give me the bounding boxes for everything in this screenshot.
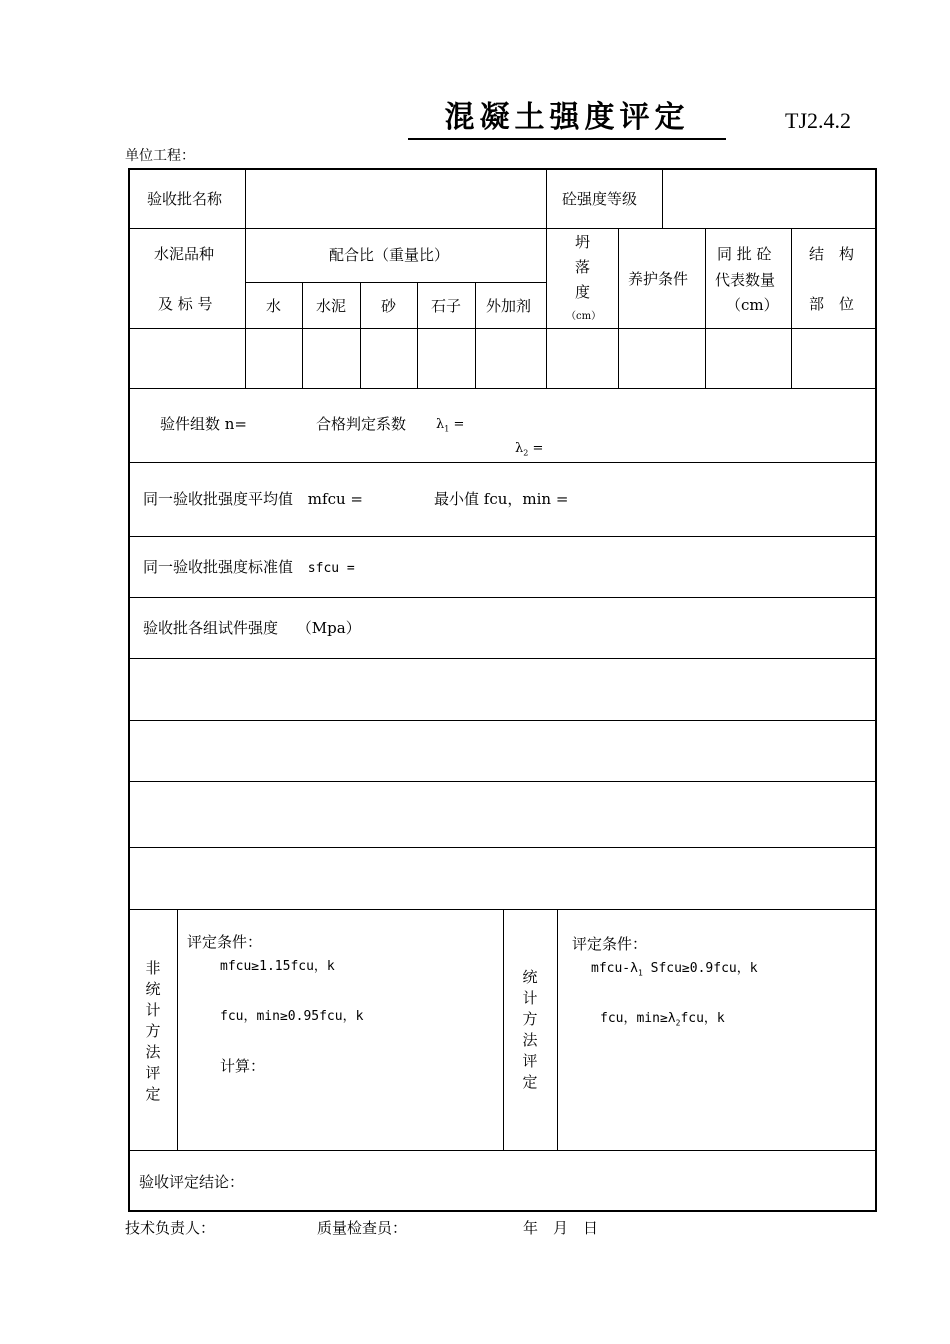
stat-formula-2-sub: 2	[675, 1018, 681, 1028]
concrete-grade-label: 砼强度等级	[562, 190, 638, 208]
lambda2-subscript: 2	[523, 448, 529, 458]
stat-formula-2-b: fcu，k	[680, 1011, 725, 1026]
lambda1-equals: =	[453, 417, 465, 432]
structure-label-1: 结 构	[809, 245, 855, 263]
row-divider	[130, 781, 875, 782]
non-stat-char: 计	[145, 1001, 161, 1019]
col-divider	[245, 170, 246, 388]
row-divider	[130, 388, 875, 389]
stat-vertical-label	[520, 967, 540, 1093]
std-strength-label	[143, 560, 355, 575]
col-divider	[791, 228, 792, 388]
min-strength-label: 最小值 fcu，min =	[434, 490, 569, 508]
row-divider	[245, 282, 546, 283]
lambda2-equals: =	[532, 441, 544, 456]
batch-name-label: 验收批名称	[147, 190, 223, 208]
tech-lead-label: 技术负责人：	[125, 1219, 216, 1237]
non-stat-char: 法	[145, 1043, 161, 1061]
mix-col-stone: 石子	[431, 297, 462, 315]
stat-formula-1	[591, 962, 758, 978]
col-divider	[546, 170, 547, 388]
row-divider	[130, 597, 875, 598]
col-divider	[557, 909, 558, 1150]
stat-criteria-label: 评定条件：	[572, 935, 648, 953]
mix-col-admixture: 外加剂	[486, 297, 532, 315]
date-label: 年 月 日	[523, 1219, 599, 1237]
stat-char: 定	[522, 1073, 538, 1091]
stat-formula-1-a: mfcu-λ	[591, 961, 638, 976]
page-title: 混凝土强度评定	[408, 98, 726, 140]
stat-formula-1-b: Sfcu≥0.9fcu，k	[642, 961, 758, 976]
slump-label-3: 度	[575, 283, 591, 301]
cement-grade-label: 及 标 号	[158, 295, 213, 313]
non-stat-formula-2: fcu，min≥0.95fcu，k	[220, 1009, 364, 1024]
row-divider	[130, 462, 875, 463]
row-divider	[130, 228, 875, 229]
lambda2-label	[515, 442, 543, 458]
std-strength-var: sfcu =	[307, 561, 355, 576]
non-stat-formula-1: mfcu≥1.15fcu，k	[220, 959, 335, 974]
cement-type-label: 水泥品种	[154, 245, 215, 263]
col-divider	[417, 282, 418, 388]
stat-char: 方	[522, 1010, 538, 1028]
non-stat-char: 统	[145, 980, 161, 998]
stat-formula-2	[600, 1012, 725, 1028]
row-divider	[130, 328, 875, 329]
stat-char: 统	[522, 968, 538, 986]
unit-project-label: 单位工程：	[125, 148, 195, 164]
col-divider	[705, 228, 706, 388]
group-strength-text: 验收批各组试件强度	[143, 619, 279, 637]
row-divider	[130, 1150, 875, 1151]
batch-qty-label-1: 同 批 砼	[717, 245, 772, 263]
lambda2-symbol: λ	[515, 441, 524, 456]
structure-label-2: 部 位	[809, 295, 855, 313]
non-stat-calc-label: 计算：	[220, 1057, 266, 1075]
mix-col-sand: 砂	[381, 297, 397, 315]
quality-inspector-label: 质量检查员：	[317, 1219, 408, 1237]
group-strength-unit: （Mpa）	[296, 619, 361, 637]
row-divider	[130, 536, 875, 537]
slump-label-1: 坍	[575, 233, 591, 251]
stat-formula-1-sub: 1	[637, 968, 643, 978]
std-strength-text: 同一验收批强度标准值	[143, 558, 294, 576]
col-divider	[475, 282, 476, 388]
stat-char: 法	[522, 1031, 538, 1049]
row-divider	[130, 720, 875, 721]
mix-col-cement: 水泥	[316, 297, 347, 315]
coef-label: 合格判定系数	[316, 415, 407, 433]
col-divider	[360, 282, 361, 388]
mean-strength-label	[143, 492, 363, 507]
group-count-label: 验件组数 n=	[160, 415, 247, 433]
slump-unit: （cm）	[566, 311, 602, 322]
lambda1-subscript: 1	[444, 424, 450, 434]
non-stat-char: 方	[145, 1022, 161, 1040]
group-strength-label	[143, 621, 361, 636]
batch-qty-unit: （cm）	[726, 296, 779, 314]
col-divider	[503, 909, 504, 1150]
lambda1-symbol: λ	[436, 417, 445, 432]
non-stat-char: 定	[145, 1085, 161, 1103]
col-divider	[302, 282, 303, 388]
mean-strength-text: 同一验收批强度平均值	[143, 490, 294, 508]
col-divider	[618, 228, 619, 388]
non-stat-char: 非	[145, 959, 161, 977]
non-stat-vertical-label	[143, 958, 163, 1105]
conclusion-label: 验收评定结论：	[139, 1173, 245, 1191]
evaluation-form	[128, 168, 877, 1212]
curing-label: 养护条件	[628, 270, 689, 288]
slump-label-2: 落	[575, 258, 591, 276]
mean-strength-var: mfcu =	[307, 490, 363, 508]
row-divider	[130, 847, 875, 848]
stat-formula-2-a: fcu，min≥λ	[600, 1011, 676, 1026]
row-divider	[130, 658, 875, 659]
non-stat-criteria-label: 评定条件：	[187, 933, 263, 951]
mix-col-water: 水	[266, 297, 282, 315]
mix-ratio-label: 配合比（重量比）	[329, 246, 450, 264]
col-divider	[177, 909, 178, 1150]
col-divider	[662, 170, 663, 228]
batch-qty-label-2: 代表数量	[715, 271, 776, 289]
stat-char: 计	[522, 989, 538, 1007]
stat-char: 评	[522, 1052, 538, 1070]
form-code: TJ2.4.2	[785, 108, 851, 133]
lambda1-label	[436, 418, 464, 434]
non-stat-char: 评	[145, 1064, 161, 1082]
